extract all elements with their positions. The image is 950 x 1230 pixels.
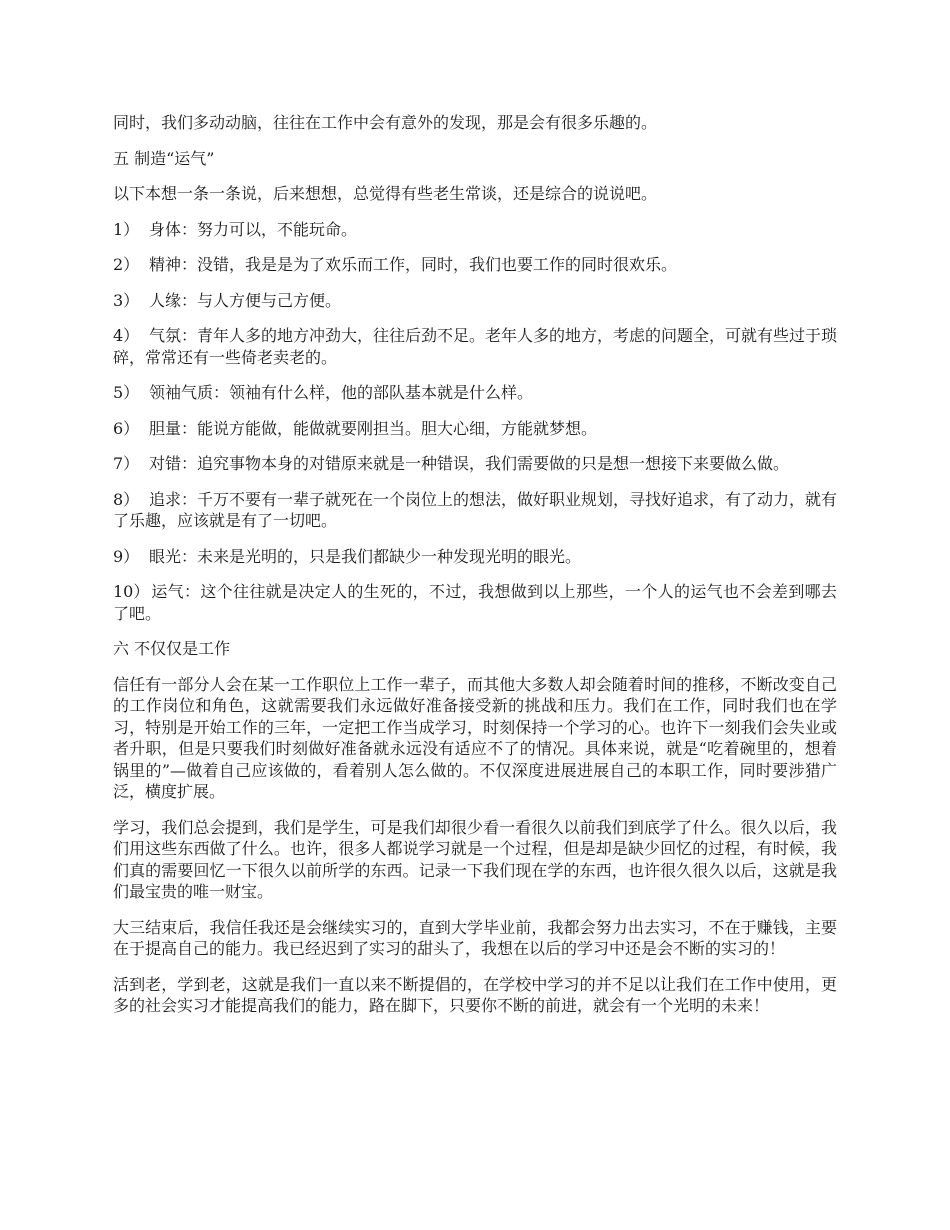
section-heading-5: 五 制造“运气”	[113, 148, 215, 168]
list-item-text: 领袖气质：领袖有什么样，他的部队基本就是什么样。	[149, 383, 534, 402]
list-item	[113, 325, 837, 368]
list-item-number: 4）	[113, 326, 140, 345]
list-item-text: 运气：这个往往就是决定人的生死的，不过，我想做到以上那些，一个人的运气也不会差到哪去了吧。	[113, 582, 837, 623]
list-item	[113, 219, 837, 241]
list-item-text: 对错：追究事物本身的对错原来就是一种错误，我们需要做的只是想一想接下来要做么做。	[149, 454, 790, 473]
paragraph-intro: 同时，我们多动动脑，往往在工作中会有意外的发现，那是会有很多乐趣的。	[113, 113, 658, 132]
list-item-text: 身体：努力可以，不能玩命。	[149, 219, 358, 239]
list-item-text: 眼光：未来是光明的，只是我们都缺少一种发现光明的眼光。	[149, 546, 582, 566]
list-item-number: 7）	[113, 454, 140, 473]
paragraph-summary: 以下本想一条一条说，后来想想，总觉得有些老生常谈，还是综合的说说吧。	[113, 184, 658, 203]
list-item	[113, 382, 837, 404]
list-item-number: 6）	[113, 418, 140, 438]
list-item-number: 5）	[113, 383, 140, 402]
list-item	[113, 254, 837, 276]
list-item-text: 胆量：能说方能做，能做就要刚担当。胆大心细，方能就梦想。	[149, 418, 598, 438]
list-item-text: 气氛：青年人多的地方冲劲大，往往后劲不足。老年人多的地方，考虑的问题全，可就有些过于琐碎，常常还有一些倚老卖老的。	[113, 326, 838, 367]
list-item	[113, 581, 837, 624]
list-item-text: 追求：千万不要有一辈子就死在一个岗位上的想法，做好职业规划，寻找好追求，有了动力，就有了乐趣，应该就是有了一切吧。	[113, 489, 838, 530]
list-item	[113, 546, 837, 568]
list-item	[113, 453, 837, 475]
list-item-number: 10）	[113, 582, 150, 601]
paragraph-body: 学习，我们总会提到，我们是学生，可是我们却很少看一看很久以前我们到底学了什么。很久以后，我们用这些东西做了什么。也许，很多人都说学习就是一个过程，但是却是缺少回忆的过程，有时候，我们真的需要回忆一下很久以前所学的东西。记录一下我们现在学的东西，也许很久很久以后，这就是我们最宝贵的唯一财宝。	[113, 817, 837, 901]
document-page	[113, 112, 837, 1031]
paragraph-body: 活到老，学到老，这就是我们一直以来不断提倡的，在学校中学习的并不足以让我们在工作中使用，更多的社会实习才能提高我们的能力，路在脚下，只要你不断的前进，就会有一个光明的未来！	[113, 974, 837, 1015]
list-item	[113, 418, 837, 440]
paragraph-body: 信任有一部分人会在某一工作职位上工作一辈子，而其他大多数人却会随着时间的推移，不断改变自己的工作岗位和角色，这就需要我们永远做好准备接受新的挑战和压力。我们在工作，同时我们也在学习，特别是开始工作的三年，一定把工作当成学习，时刻保持一个学习的心。也许下一刻我们会失业或者升职，但是只要我们时刻做好准备就永远没有适应不了的情况。具体来说，就是“吃着碗里的，想着锅里的”—做着自己应该做的，看着别人怎么做的。不仅深度进展进展自己的本职工作，同时要涉猎广泛，横度扩展。	[113, 674, 837, 801]
list-item	[113, 489, 837, 532]
list-item	[113, 290, 837, 312]
paragraph-body: 大三结束后，我信任我还是会继续实习的，直到大学毕业前，我都会努力出去实习，不在于赚钱，主要在于提高自己的能力。我已经迟到了实习的甜头了，我想在以后的学习中还是会不断的实习的！	[113, 917, 837, 958]
list-item-text: 人缘：与人方便与己方便。	[149, 290, 342, 310]
list-item-text: 精神：没错，我是是为了欢乐而工作，同时，我们也要工作的同时很欢乐。	[149, 255, 678, 274]
list-item-number: 9）	[113, 546, 140, 566]
section-heading-6: 六 不仅仅是工作	[113, 639, 231, 658]
list-item-number: 2）	[113, 255, 140, 274]
list-item-number: 8）	[113, 489, 140, 509]
list-item-number: 3）	[113, 290, 140, 310]
list-item-number: 1）	[113, 219, 140, 239]
